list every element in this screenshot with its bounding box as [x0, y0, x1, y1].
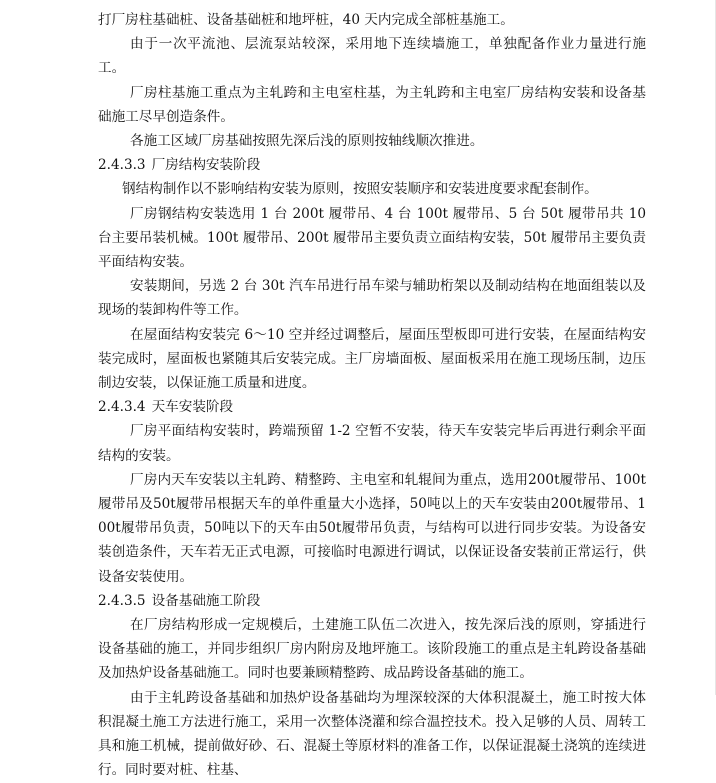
paragraph: 厂房柱基施工重点为主轧跨和主电室柱基，为主轧跨和主电室厂房结构安装和设备基础施工尽早创造条件。 [98, 84, 646, 125]
paragraph: 厂房钢结构安装选用 1 台 200t 履带吊、4 台 100t 履带吊、5 台 50t 履带吊共 10 台主要吊装机械。100t 履带吊、200t 履带吊主要负责立面结构安装，50t 履带吊主要负责平面结构安装。 [98, 205, 646, 271]
section-heading [98, 395, 646, 419]
section-number: 2.4.3.5 [98, 592, 146, 609]
paragraph: 在厂房结构形成一定规模后，土建施工队伍二次进入，按先深后浅的原则，穿插进行设备基础的施工，并同步组织厂房内附房及地坪施工。该阶段施工的重点是主轧跨设备基础及加热炉设备基础施工。同时也要兼顾精整跨、成品跨设备基础的施工。 [98, 617, 646, 682]
paragraph: 各施工区域厂房基础按照先深后浅的原则按轴线顺次推进。 [130, 133, 484, 150]
paragraph: 由于主轧跨设备基础和加热炉设备基础均为埋深较深的大体积混凝土，施工时按大体积混凝土施工方法进行施工，采用一次整体浇灌和综合温控技术。投入足够的人员、周转工具和施工机械，提前做好砂、石、混凝土等原材料的准备工作，以保证混凝土浇筑的连续进行。同时要对桩、柱基、 [98, 689, 646, 779]
paragraph: 在屋面结构安装完 6～10 空并经过调整后，屋面压型板即可进行安装，在屋面结构安装完成时，屋面板也紧随其后安装完成。主厂房墙面板、屋面板采用在施工现场压制，边压制边安装，以保证施工质量和进度。 [98, 326, 646, 392]
paragraph: 由于一次平流池、层流泵站较深，采用地下连续墙施工，单独配备作业力量进行施工。 [98, 36, 646, 77]
paragraph: 安装期间，另选 2 台 30t 汽车吊进行吊车梁与辅助桁架以及制动结构在地面组装以及现场的装卸构件等工作。 [98, 278, 646, 319]
section-title: 厂房结构安装阶段 [151, 157, 261, 174]
paragraph: 钢结构制作以不影响结构安装为原则，按照安装顺序和安装进度要求配套制作。 [122, 181, 598, 198]
section-number: 2.4.3.4 [98, 399, 146, 416]
section-number: 2.4.3.3 [98, 157, 146, 174]
paragraph: 厂房内天车安装以主轧跨、精整跨、主电室和轧辊间为重点，选用200t履带吊、100t履带吊及50t履带吊根据天车的单件重量大小选择，50吨以上的天车安装由200t履带吊、100t履带吊负责，50吨以下的天车由50t履带吊负责，与结构可以进行同步安装。为设备安装创造条件，天车若无正式电源，可接临时电源进行调试，以保证设备安装前正常运行，供设备安装使用。 [98, 471, 646, 585]
document-body [98, 8, 646, 783]
paragraph: 厂房平面结构安装时，跨端预留 1-2 空暂不安装，待天车安装完毕后再进行剩余平面结构的安装。 [98, 423, 646, 464]
paragraph: 打厂房柱基础桩、设备基础桩和地坪桩，40 天内完成全部桩基施工。 [98, 12, 514, 28]
section-title: 天车安装阶段 [151, 399, 234, 416]
section-heading [98, 153, 646, 177]
section-title: 设备基础施工阶段 [151, 592, 261, 609]
section-heading [98, 589, 646, 613]
